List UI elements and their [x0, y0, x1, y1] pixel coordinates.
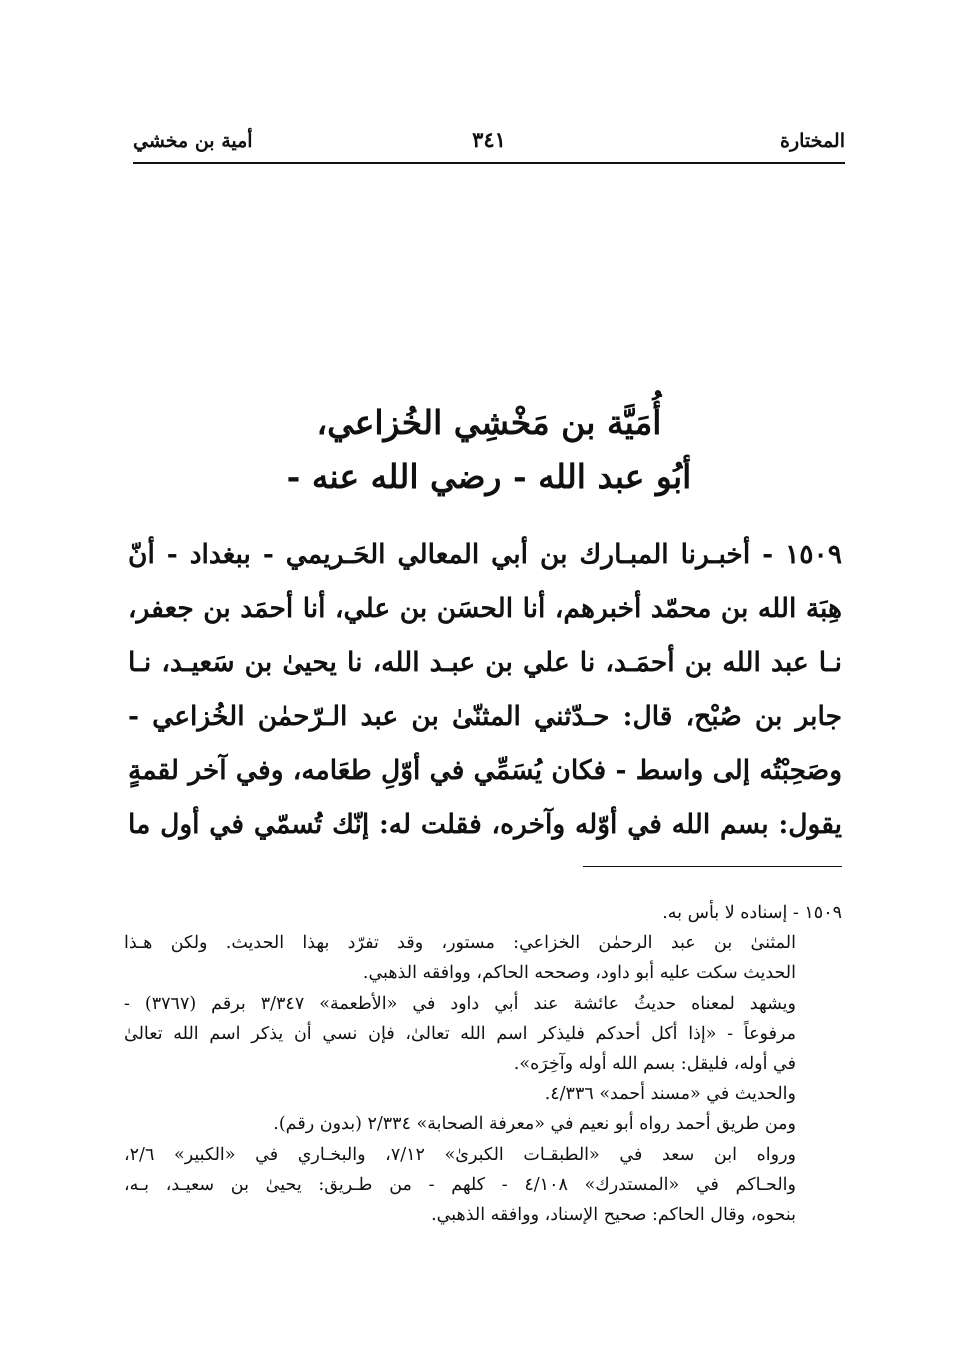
footnotes	[124, 898, 842, 1230]
text-line: يقول: بسم الله في أوّله وآخره، فقلت له: إنّك تُسمّي في أول ما	[128, 809, 842, 840]
footnote-line: في أوله، فليقل: بسم الله أوله وآخِرَه».	[513, 1053, 796, 1074]
footnote-line: ويشهد لمعناه حديثُ عائشة عند أبي داود في «الأطعمة» ٣/٣٤٧ برقم (٣٧٦٧) -	[124, 993, 796, 1014]
footnote-line: ومن طريق أحمد رواه أبو نعيم في «معرفة الصحابة» ٢/٣٣٤ (بدون رقم).	[273, 1114, 796, 1135]
header-divider	[133, 162, 845, 164]
header-book-title: المختارة	[780, 130, 845, 152]
text-line: ١٥٠٩ - أخبـرنا المبـارك بن أبي المعالي الحَـريمي - ببغداد - أنّ	[128, 539, 842, 570]
text-line: جابر بن صُبْح، قال: حـدّثني المثنّىٰ بن عبد الـرّحمٰن الخُزاعي -	[128, 701, 842, 732]
title-line-1: أُمَيَّة بن مَخْشِي الخُزاعي،	[316, 403, 662, 442]
footnote-line: مرفوعاً - «إذا أكل أحدكم فليذكر اسم الله تعالىٰ، فإن نسي أن يذكر اسم الله تعالىٰ	[124, 1023, 796, 1044]
section-title	[133, 396, 845, 504]
footnote-divider	[583, 866, 842, 867]
footnote-line: والحديث في «مسند أحمد» ٤/٣٣٦.	[544, 1084, 796, 1105]
hadith-text	[128, 528, 842, 852]
text-line: هِبَة الله بن محمّد أخبرهم، أنا الحسَن بن علي، أنا أحمَد بن جعفر،	[128, 593, 842, 624]
footnote-line: والحـاكم في «المستدرك» ٤/١٠٨ - كلهم - من طـريق: يحيىٰ بن سعيـد، بـه،	[124, 1174, 796, 1195]
footnote-line: المثنىٰ بن عبد الرحمٰن الخزاعي: مستور، وقد تفرّد بهذا الحديث. ولكن هـذا	[124, 933, 796, 954]
footnote-line: ورواه ابن سعد في «الطبقـات الكبرىٰ» ٧/١٢، والبخـاري في «الكبير» ٢/٦،	[124, 1144, 796, 1165]
text-line: نـا عبد الله بن أحمَـد، نا علي بن عبـد الله، نا يحيىٰ بن سَعيـد، نـا	[128, 647, 842, 678]
text-line: وصَحِبْتُه إلى واسط - فكان يُسَمِّي في أوّلِ طعَامه، وفي آخر لقمةٍ	[128, 755, 842, 786]
title-line-2: أبُو عبد الله - رضي الله عنه -	[286, 457, 692, 496]
header-chapter-title: أمية بن مخشي	[133, 130, 253, 152]
footnote-line: بنحوه، وقال الحاكم: صحيح الإسناد، ووافقه الذهبي.	[431, 1204, 796, 1225]
footnote-line: الحديث سكت عليه أبو داود، وصححه الحاكم، ووافقه الذهبي.	[362, 963, 796, 984]
page-number: ٣٤١	[472, 127, 506, 152]
page-header	[133, 118, 845, 164]
footnote-line: ١٥٠٩ - إسناده لا بأس به.	[662, 903, 842, 923]
